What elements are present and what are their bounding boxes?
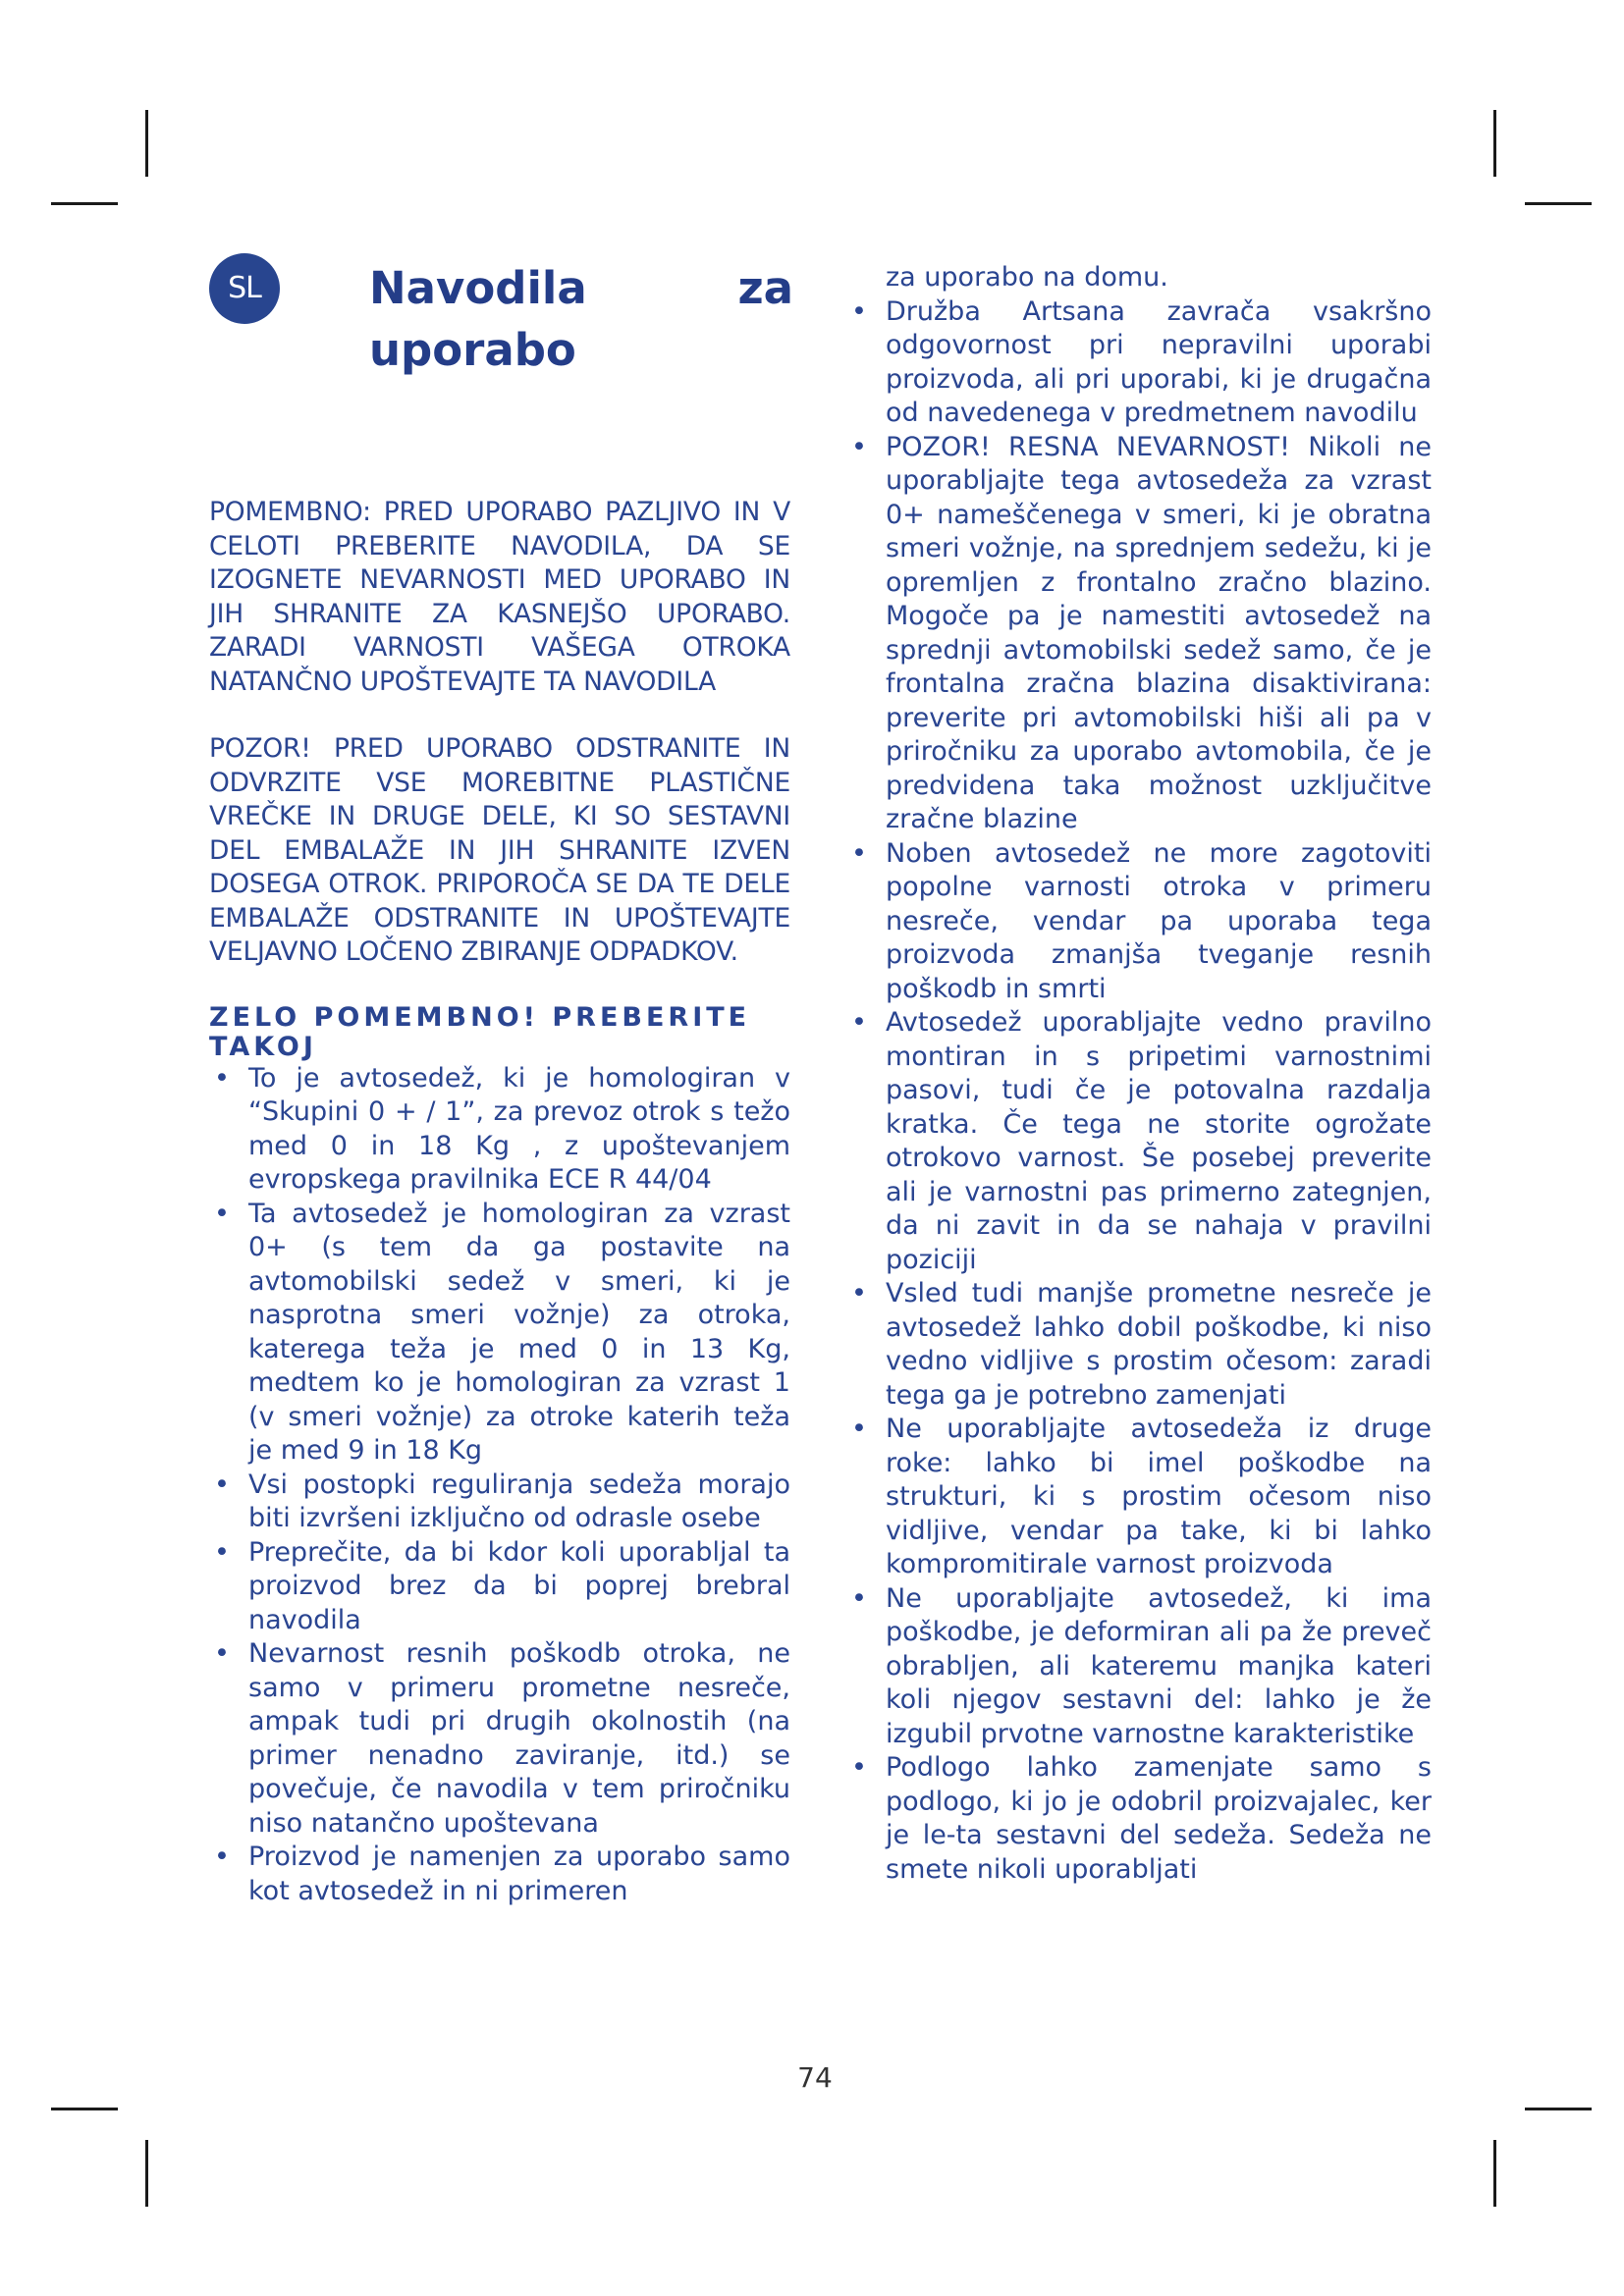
bullet-icon: • <box>851 1278 867 1308</box>
crop-mark-bottom-right-vertical <box>1493 2140 1496 2207</box>
crop-mark-top-right-vertical <box>1493 110 1496 177</box>
bullet-icon: • <box>214 1638 230 1669</box>
bullet-icon: • <box>214 1198 230 1229</box>
page-title <box>369 257 793 381</box>
list-item: • Vsi postopki reguliranja sedeža morajo biti izvršeni izključno od odrasle osebe <box>214 1468 790 1533</box>
list-item: • Nevarnost resnih poškodb otroka, ne samo v primeru prometne nesreče, ampak tudi pri drugih okolnostih (na primer nenadno zaviranje, itd.) se povečuje, če navodila v tem priročniku niso natančno upoštevana <box>214 1638 790 1839</box>
title-word-za: za <box>737 262 793 314</box>
bullet-icon: • <box>851 1414 867 1444</box>
bullet-icon: • <box>214 1062 230 1094</box>
bullet-icon: • <box>851 431 867 462</box>
bullet-icon: • <box>851 1752 867 1783</box>
list-item: • Družba Artsana zavrača vsakršno odgovornost pri nepravilni uporabi proizvoda, ali pri uporabi, ki je drugačna od navedenega v predmetnem navodilu <box>851 295 1432 428</box>
list-item: • Avtosedež uporabljajte vedno pravilno montiran in s pripetimi varnostnimi pasovi, tudi če je potovalna razdalja kratka. Če tega ne storite ogrožate otrokovo varnost. Še posebej preverite ali je varnostni pas primerno zategnjen, da ni zavit in da se nahaja v pravilni poziciji <box>851 1007 1432 1275</box>
list-item: • Ta avtosedež je homologiran za vzrast 0+ (s tem da ga postavite na avtomobilski sedež v smeri, ki je nasprotna smeri vožnje) za otroka, katerega teža je med 0 in 13 Kg, medtem ko je homologiran za vzrast 1 (v smeri vožnje) za otroke katerih teža je med 9 in 18 Kg <box>214 1198 790 1466</box>
left-column <box>209 496 790 1908</box>
crop-mark-top-left-vertical <box>145 110 148 177</box>
title-word-uporabo: uporabo <box>369 324 576 376</box>
list-item: • Proizvod je namenjen za uporabo samo kot avtosedež in ni primeren <box>214 1842 790 1906</box>
crop-mark-bottom-right-horizontal <box>1525 2108 1592 2110</box>
list-item: • Podlogo lahko zamenjate samo s podlogo, ki jo je odobril proizvajalec, ker je le-ta sestavni del sedeža. Sedeža ne smete nikoli uporabljati <box>851 1752 1432 1885</box>
language-badge: SL <box>209 253 280 324</box>
continued-bullet-text: za uporabo na domu. <box>886 262 1168 293</box>
title-word-navodila: Navodila <box>369 262 587 314</box>
bullet-icon: • <box>851 1582 867 1614</box>
bullet-icon: • <box>851 1007 867 1038</box>
list-item: • To je avtosedež, ki je homologiran v “Skupini 0 + / 1”, za prevoz otrok s težo med 0 in 18 Kg , z upoštevanjem evropskega pravilnika ECE R 44/04 <box>214 1062 790 1195</box>
list-item: • Vsled tudi manjše prometne nesreče je avtosedež lahko dobil poškodbe, ki niso vedno vidljive s prostim očesom: zaradi tega ga je potrebno zamenjati <box>851 1278 1432 1411</box>
list-item: • Ne uporabljajte avtosedež, ki ima poškodbe, je deformiran ali pa že preveč obrabljen, ali kateremu manjka kateri koli njegov sestavni del: lahko je že izgubil prvotne varnostne karakteristike <box>851 1582 1432 1749</box>
right-column <box>846 261 1432 1887</box>
warning-paragraph: POZOR! PRED UPORABO ODSTRANITE IN ODVRZITE VSE MOREBITNE PLASTIČNE VREČKE IN DRUGE DELE, KI SO SESTAVNI DEL EMBALAŽE IN JIH SHRANITE IZVEN DOSEGA OTROK. PRIPOROČA SE DA TE DELE EMBALAŽE ODSTRANITE IN UPOŠTEVAJTE VELJAVNO LOČENO ZBIRANJE ODPADKOV. <box>209 733 790 967</box>
right-bullet-list <box>846 295 1432 1888</box>
important-paragraph: POMEMBNO: PRED UPORABO PAZLJIVO IN V CELOTI PREBERITE NAVODILA, DA SE IZOGNETE NEVARNOSTI MED UPORABO IN JIH SHRANITE ZA KASNEJŠO UPORABO. ZARADI VARNOSTI VAŠEGA OTROKA NATANČNO UPOŠTEVAJTE TA NAVODILA <box>209 497 790 697</box>
bullet-icon: • <box>851 295 867 327</box>
list-item: • POZOR! RESNA NEVARNOST! Nikoli ne uporabljajte tega avtosedeža za vzrast 0+ nameščenega v smeri, ki je obratna smeri vožnje, na sprednjem sedežu, ki je opremljen z frontalno zračno blazino. Mogoče pa je namestiti avtosedež na sprednji avtomobilski sedež samo, če je frontalna zračna blazina disaktivirana: preverite pri avtomobilski hiši ali pa v priročniku za uporabo avtomobila, če je predvidena taka možnost uzključitve zračne blazine <box>851 431 1432 834</box>
crop-mark-bottom-left-vertical <box>145 2140 148 2207</box>
bullet-icon: • <box>214 1536 230 1568</box>
list-item: • Preprečite, da bi kdor koli uporabljal ta proizvod brez da bi poprej brebral navodila <box>214 1536 790 1635</box>
crop-mark-top-right-horizontal <box>1525 202 1592 205</box>
list-item: • Ne uporabljajte avtosedeža iz druge roke: lahko bi imel poškodbe na strukturi, ki s prostim očesom niso vidljive, vendar pa take, ki bi lahko kompromitirale varnost proizvoda <box>851 1414 1432 1579</box>
list-item: • Noben avtosedež ne more zagotoviti popolne varnosti otroka v primeru nesreče, vendar pa uporaba tega proizvoda zmanjša tveganje resnih poškodb in smrti <box>851 837 1432 1004</box>
page-number: 74 <box>797 2061 833 2094</box>
bullet-icon: • <box>214 1468 230 1500</box>
crop-mark-bottom-left-horizontal <box>51 2108 118 2110</box>
bullet-icon: • <box>851 837 867 869</box>
bullet-icon: • <box>214 1842 230 1872</box>
left-bullet-list <box>209 1062 790 1909</box>
crop-mark-top-left-horizontal <box>51 202 118 205</box>
section-heading: ZELO POMEMBNO! PREBERITE TAKOJ <box>209 1001 751 1062</box>
